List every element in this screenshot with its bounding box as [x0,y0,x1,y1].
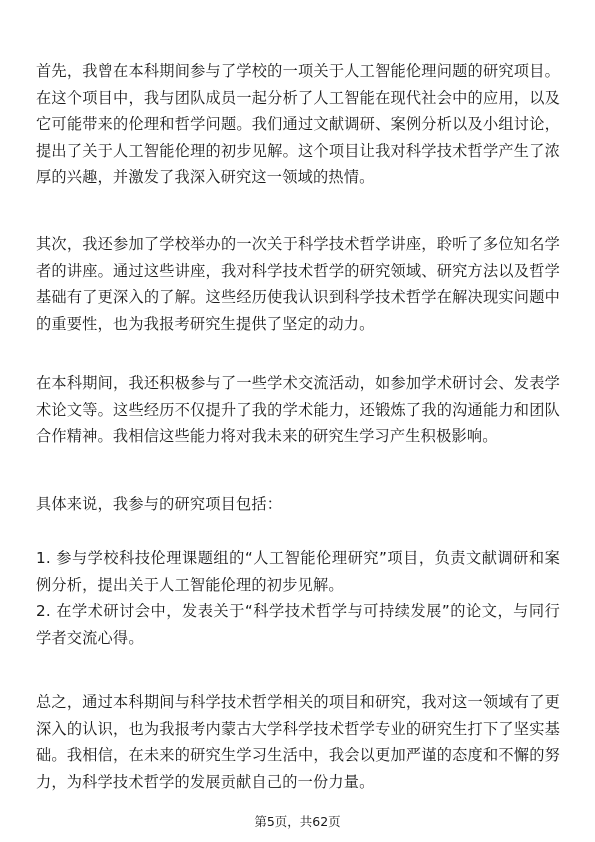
paragraph-research-project: 首先，我曾在本科期间参与了学校的一项关于人工智能伦理问题的研究项目。在这个项目中，我与团队成员一起分析了人工智能在现代社会中的应用，以及它可能带来的伦理和哲学问题。我们通过文献调研、案例分析以及小组讨论，提出了关于人工智能伦理的初步见解。这个项目让我对科学技术哲学产生了浓厚的兴趣，并激发了我深入研究这一领域的热情。 [36,62,560,186]
paragraph-lectures: 其次，我还参加了学校举办的一次关于科学技术哲学讲座，聆听了多位知名学者的讲座。通过这些讲座，我对科学技术哲学的研究领域、研究方法以及哲学基础有了更深入的了解。这些经历使我认识到科学技术哲学在解决现实问题中的重要性，也为我报考研究生提供了坚定的动力。 [36,235,560,333]
page-number: 第5页，共62页 [254,814,341,829]
list-item-1: 1. 参与学校科技伦理课题组的“人工智能伦理研究”项目，负责文献调研和案例分析，提出关于人工智能伦理的初步见解。 [36,549,560,594]
paragraph-list-intro: 具体来说，我参与的研究项目包括： [36,495,283,513]
project-list [36,545,560,651]
list-item-2: 2. 在学术研讨会中，发表关于“科学技术哲学与可持续发展”的论文，与同行学者交流心得。 [36,602,560,647]
paragraph-academic-activities: 在本科期间，我还积极参与了一些学术交流活动，如参加学术研讨会、发表学术论文等。这些经历不仅提升了我的学术能力，还锻炼了我的沟通能力和团队合作精神。我相信这些能力将对我未来的研究生学习产生积极影响。 [36,374,560,445]
paragraph-conclusion: 总之，通过本科期间与科学技术哲学相关的项目和研究，我对这一领域有了更深入的认识，也为我报考内蒙古大学科学技术哲学专业的研究生打下了坚实基础。我相信，在未来的研究生学习生活中，我会以更加严谨的态度和不懈的努力，为科学技术哲学的发展贡献自己的一份力量。 [36,693,560,791]
